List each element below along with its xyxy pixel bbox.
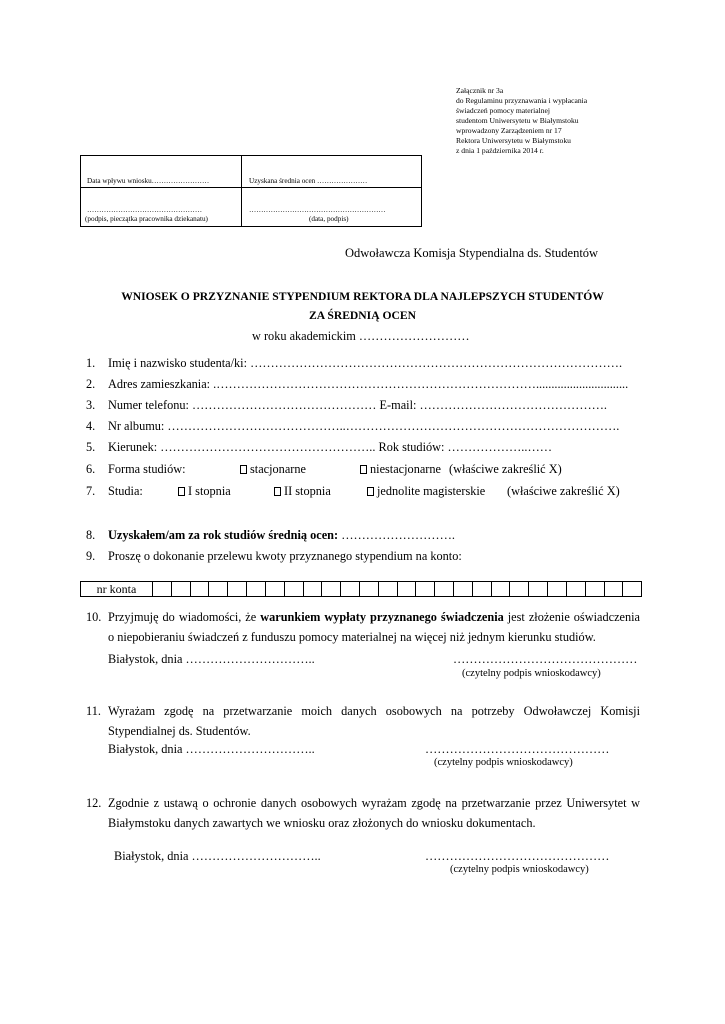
annex-line: z dnia 1 października 2014 r. <box>456 146 544 155</box>
stamp-dots[interactable]: ………………………………………… <box>87 206 202 214</box>
account-digit-box[interactable] <box>586 582 605 596</box>
date-sign-label: (data, podpis) <box>309 215 349 223</box>
table-divider <box>81 187 421 188</box>
annex-line: do Regulaminu przyznawania i wypłacania <box>456 96 588 105</box>
account-digit-box[interactable] <box>341 582 360 596</box>
clause-10-text: Przyjmuję do wiadomości, że warunkiem wypłaty przyznanego świadczenia jest złożenie oświadczenia o niepobieraniu świadczeń z funduszu pomocy materialnej na więcej niż jednym kierunku studiów. <box>108 610 641 644</box>
average-obtained-field[interactable]: Uzyskana średnia ocen ………………… <box>249 177 368 185</box>
account-digit-box[interactable] <box>247 582 266 596</box>
item-number: 6. <box>86 462 96 476</box>
signature-field[interactable]: ……………………………………… <box>425 742 610 756</box>
annex-line: studentom Uniwersytetu w Białymstoku <box>456 116 579 125</box>
phone-email-field[interactable]: Numer telefonu: ……………………………………… E-mail: ………………………………………. <box>108 398 608 412</box>
item-number: 1. <box>86 356 96 370</box>
checkbox-icon[interactable] <box>360 465 367 474</box>
item-number: 8. <box>86 528 96 542</box>
item-number: 7. <box>86 484 96 498</box>
account-digit-box[interactable] <box>379 582 398 596</box>
place-date-field[interactable]: Białystok, dnia ………………………….. <box>114 849 321 863</box>
account-digit-box[interactable] <box>454 582 473 596</box>
account-digit-box[interactable] <box>623 582 641 596</box>
item-number: 2. <box>86 377 96 391</box>
signature-label: (czytelny podpis wnioskodawcy) <box>462 668 601 679</box>
account-digit-box[interactable] <box>191 582 210 596</box>
account-digit-box[interactable] <box>548 582 567 596</box>
checkbox-icon[interactable] <box>240 465 247 474</box>
item-number: 9. <box>86 549 96 563</box>
account-digit-box[interactable] <box>360 582 379 596</box>
clause-number: 11. <box>86 704 101 718</box>
album-number-field[interactable]: Nr albumu: ……………………………………..…………………………………………………………. <box>108 419 620 433</box>
place-date-field[interactable]: Białystok, dnia ………………………….. <box>108 652 315 666</box>
studies-first-degree[interactable]: I stopnia <box>178 484 231 499</box>
committee-name: Odwoławcza Komisja Stypendialna ds. Studentów <box>345 246 599 260</box>
place-date-field[interactable]: Białystok, dnia ………………………….. <box>108 742 315 756</box>
account-digit-box[interactable] <box>567 582 586 596</box>
address-field[interactable]: Adres zamieszkania: .…………………………………………………………………….............................. <box>108 377 629 391</box>
account-digit-box[interactable] <box>473 582 492 596</box>
annex-line: Załącznik nr 3a <box>456 86 504 95</box>
annex-note <box>456 86 587 156</box>
account-digit-box[interactable] <box>416 582 435 596</box>
stamp-label: (podpis, pieczątka pracownika dziekanatu) <box>85 215 208 223</box>
item-number: 5. <box>86 440 96 454</box>
item-number: 3. <box>86 398 96 412</box>
study-form-parttime[interactable]: niestacjonarne <box>360 462 441 477</box>
study-form-label: Forma studiów: <box>108 462 186 476</box>
account-digit-box[interactable] <box>510 582 529 596</box>
account-digit-box[interactable] <box>285 582 304 596</box>
clause-number: 10. <box>86 610 102 624</box>
study-form-fulltime[interactable]: stacjonarne <box>240 462 306 477</box>
account-digit-box[interactable] <box>492 582 511 596</box>
account-digit-box[interactable] <box>153 582 172 596</box>
account-label: nr konta <box>81 582 153 596</box>
signature-label: (czytelny podpis wnioskodawcy) <box>450 864 589 875</box>
office-use-table <box>80 155 422 227</box>
academic-year-field[interactable]: w roku akademickim ……………………… <box>252 329 470 343</box>
study-form-note: (właściwe zakreślić X) <box>449 462 562 476</box>
annex-line: wprowadzony Zarządzeniem nr 17 <box>456 126 562 135</box>
item-number: 4. <box>86 419 96 433</box>
studies-note: (właściwe zakreślić X) <box>507 484 620 498</box>
account-digit-box[interactable] <box>228 582 247 596</box>
signature-label: (czytelny podpis wnioskodawcy) <box>434 757 573 768</box>
annex-line: Rektora Uniwersytetu w Białymstoku <box>456 136 571 145</box>
account-digit-box[interactable] <box>605 582 624 596</box>
studies-label: Studia: <box>108 484 143 498</box>
clause-11-text: Wyrażam zgodę na przetwarzanie moich danych osobowych na potrzeby Odwoławczej Komisji Stypendialnej ds. Studentów. <box>108 704 640 738</box>
account-digit-box[interactable] <box>435 582 454 596</box>
date-sign-dots[interactable]: ………………………………………………… <box>249 206 386 214</box>
checkbox-icon[interactable] <box>274 487 281 496</box>
account-digit-box[interactable] <box>398 582 417 596</box>
annex-line: świadczeń pomocy materialnej <box>456 106 551 115</box>
account-digit-box[interactable] <box>209 582 228 596</box>
account-number-field[interactable] <box>80 581 642 597</box>
account-digit-box[interactable] <box>304 582 323 596</box>
checkbox-icon[interactable] <box>367 487 374 496</box>
account-digit-box[interactable] <box>322 582 341 596</box>
account-digit-box[interactable] <box>172 582 191 596</box>
transfer-request: Proszę o dokonanie przelewu kwoty przyznanego stypendium na konto: <box>108 549 462 563</box>
studies-second-degree[interactable]: II stopnia <box>274 484 331 499</box>
form-subtitle: ZA ŚREDNIĄ OCEN <box>309 309 416 322</box>
average-grade-field[interactable]: Uzyskałem/am za rok studiów średnią ocen: ………………………. <box>108 528 455 542</box>
studies-uniform-master[interactable]: jednolite magisterskie <box>367 484 485 499</box>
major-year-field[interactable]: Kierunek: …………………………………………….. Rok studiów: ………………..…… <box>108 440 553 454</box>
signature-field[interactable]: ……………………………………… <box>425 849 610 863</box>
account-digit-box[interactable] <box>529 582 548 596</box>
signature-field[interactable]: ……………………………………… <box>453 652 638 666</box>
full-name-field[interactable]: Imię i nazwisko studenta/ki: ………………………………………………………………………………. <box>108 356 623 370</box>
table-divider <box>241 156 242 226</box>
form-title: WNIOSEK O PRZYZNANIE STYPENDIUM REKTORA DLA NAJLEPSZYCH STUDENTÓW <box>121 290 604 303</box>
checkbox-icon[interactable] <box>178 487 185 496</box>
clause-number: 12. <box>86 796 102 810</box>
account-digit-box[interactable] <box>266 582 285 596</box>
date-received-field[interactable]: Data wpływu wniosku…………………… <box>87 177 210 185</box>
clause-12-text: Zgodnie z ustawą o ochronie danych osobowych wyrażam zgodę na przetwarzanie przez Uniwersytet w Białymstoku danych zawartych we wniosku oraz złożonych do wniosku dokumentach. <box>108 796 640 830</box>
